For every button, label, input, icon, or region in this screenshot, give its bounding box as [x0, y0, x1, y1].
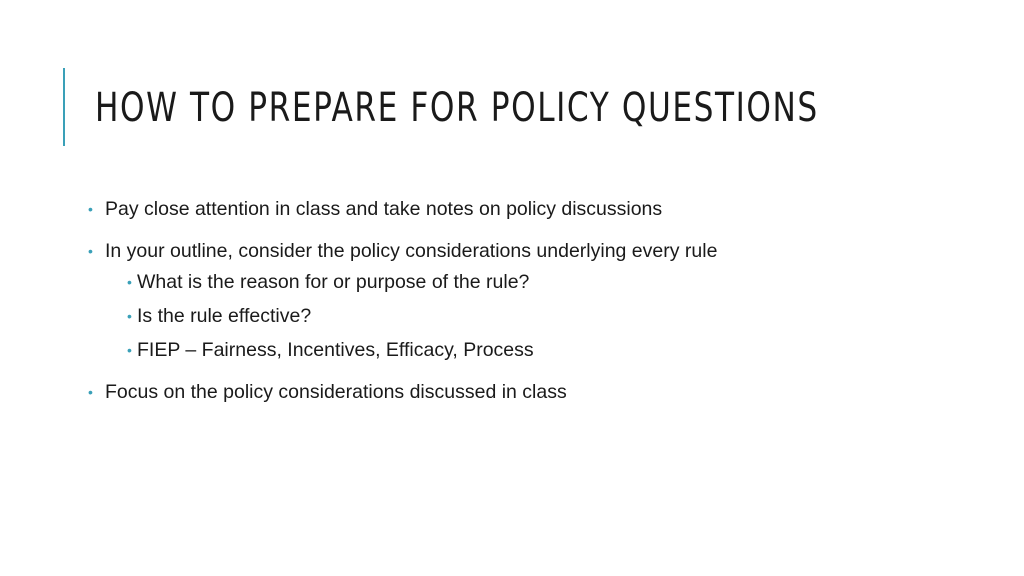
- bullet-icon: •: [88, 384, 93, 400]
- title-accent-bar: [63, 68, 65, 146]
- sub-bullet-text: FIEP – Fairness, Incentives, Efficacy, Process: [137, 339, 534, 361]
- sub-bullet-text: Is the rule effective?: [137, 305, 312, 327]
- bullet-text: In your outline, consider the policy considerations underlying every rule: [105, 240, 718, 262]
- sub-bullet-item: [127, 269, 968, 295]
- bullet-item: [88, 238, 968, 363]
- bullet-icon: •: [127, 342, 132, 358]
- sub-bullet-list: [127, 269, 968, 363]
- bullet-item: [88, 196, 968, 222]
- bullet-icon: •: [88, 243, 93, 259]
- slide-title: HOW TO PREPARE FOR POLICY QUESTIONS: [95, 85, 819, 131]
- bullet-text: Focus on the policy considerations discussed in class: [105, 381, 567, 403]
- sub-bullet-text: What is the reason for or purpose of the rule?: [137, 271, 530, 293]
- sub-bullet-item: [127, 337, 968, 363]
- bullet-icon: •: [88, 201, 93, 217]
- bullet-list: [88, 196, 968, 405]
- bullet-item: [88, 379, 968, 405]
- slide-content: [88, 196, 968, 421]
- sub-bullet-item: [127, 303, 968, 329]
- bullet-icon: •: [127, 308, 132, 324]
- bullet-icon: •: [127, 274, 132, 290]
- bullet-text: Pay close attention in class and take notes on policy discussions: [105, 198, 663, 220]
